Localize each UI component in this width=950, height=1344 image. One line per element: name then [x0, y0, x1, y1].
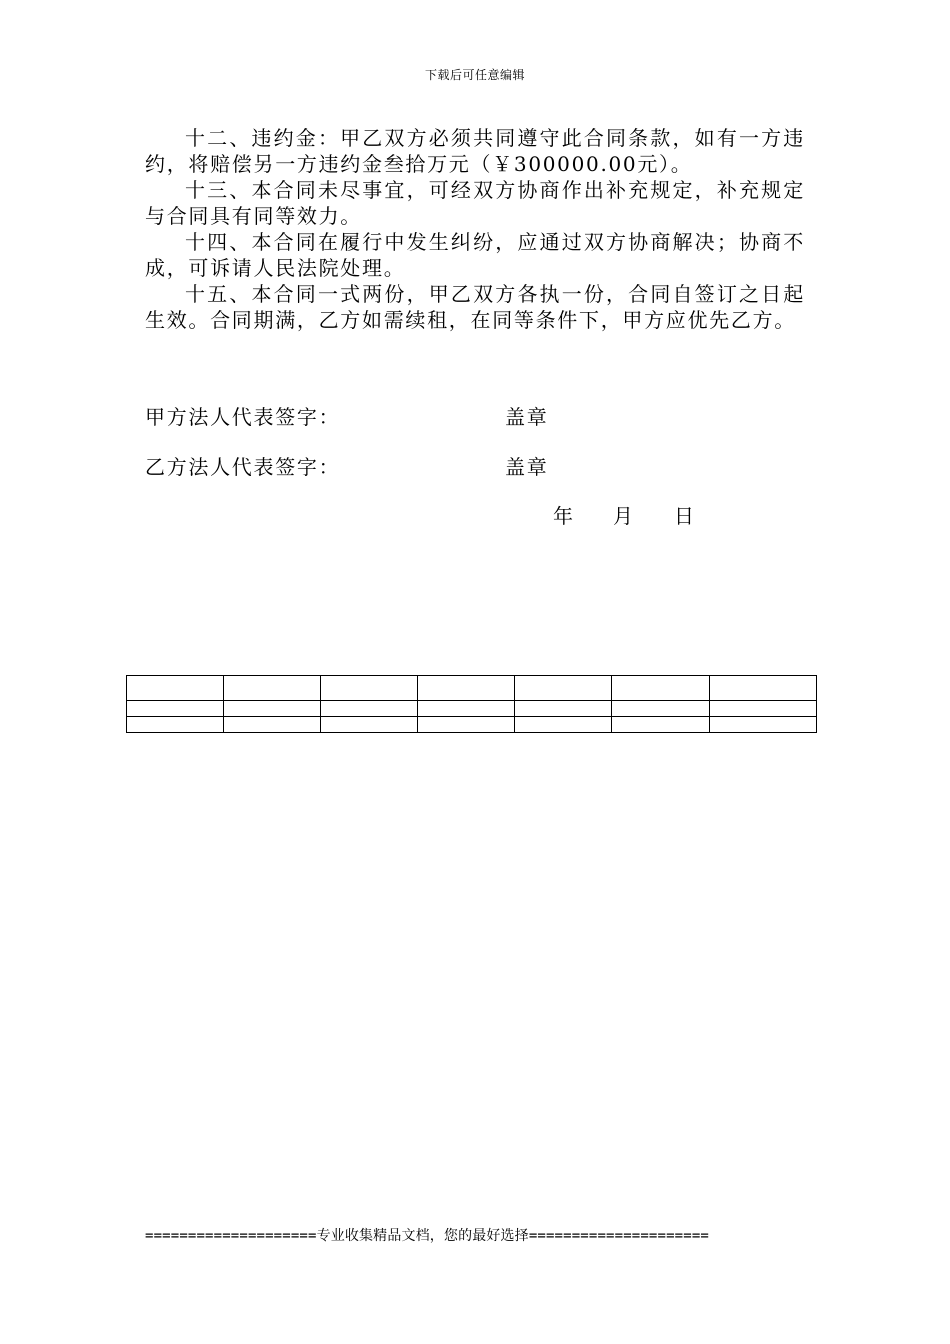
party-b-signature-label: 乙方法人代表签字： [145, 455, 341, 479]
table-cell [612, 717, 710, 733]
blank-table [126, 675, 817, 733]
date-day: 日 [674, 504, 694, 528]
table-cell [321, 676, 418, 701]
date-month: 月 [613, 504, 633, 528]
table-cell [515, 676, 612, 701]
page-footer-banner: ====================专业收集精品文档，您的最好选择===================== [145, 1228, 709, 1244]
table-cell [127, 676, 224, 701]
clause-12-penalty: 十二、违约金：甲乙双方必须共同遵守此合同条款，如有一方违约，将赔偿另一方违约金叁拾万元（￥300000.00元）。 [145, 126, 805, 176]
table-cell [418, 676, 515, 701]
table-cell [321, 701, 418, 717]
party-a-signature-label: 甲方法人代表签字： [145, 405, 341, 429]
clause-14-disputes: 十四、本合同在履行中发生纠纷，应通过双方协商解决；协商不成，可诉请人民法院处理。 [145, 230, 805, 280]
table-row [127, 701, 817, 717]
table-cell [612, 676, 710, 701]
table-cell [612, 701, 710, 717]
table-cell [224, 717, 321, 733]
table-cell [224, 676, 321, 701]
table-cell [127, 717, 224, 733]
date-year: 年 [553, 504, 573, 528]
table-cell [127, 701, 224, 717]
clause-15-copies: 十五、本合同一式两份，甲乙双方各执一份，合同自签订之日起生效。合同期满，乙方如需续租，在同等条件下，甲方应优先乙方。 [145, 282, 805, 332]
table-cell [710, 701, 817, 717]
table-cell [710, 676, 817, 701]
table-cell [321, 717, 418, 733]
page-header-note: 下载后可任意编辑 [424, 68, 525, 82]
table-cell [710, 717, 817, 733]
party-a-seal-label: 盖章 [505, 405, 549, 429]
contract-clauses [145, 125, 805, 333]
table-cell [418, 701, 515, 717]
party-b-seal-label: 盖章 [505, 455, 549, 479]
table-cell [515, 717, 612, 733]
table-row [127, 717, 817, 733]
table-cell [224, 701, 321, 717]
table-row [127, 676, 817, 701]
table-cell [418, 717, 515, 733]
table-cell [515, 701, 612, 717]
clause-13-supplement: 十三、本合同未尽事宜，可经双方协商作出补充规定，补充规定与合同具有同等效力。 [145, 178, 805, 228]
